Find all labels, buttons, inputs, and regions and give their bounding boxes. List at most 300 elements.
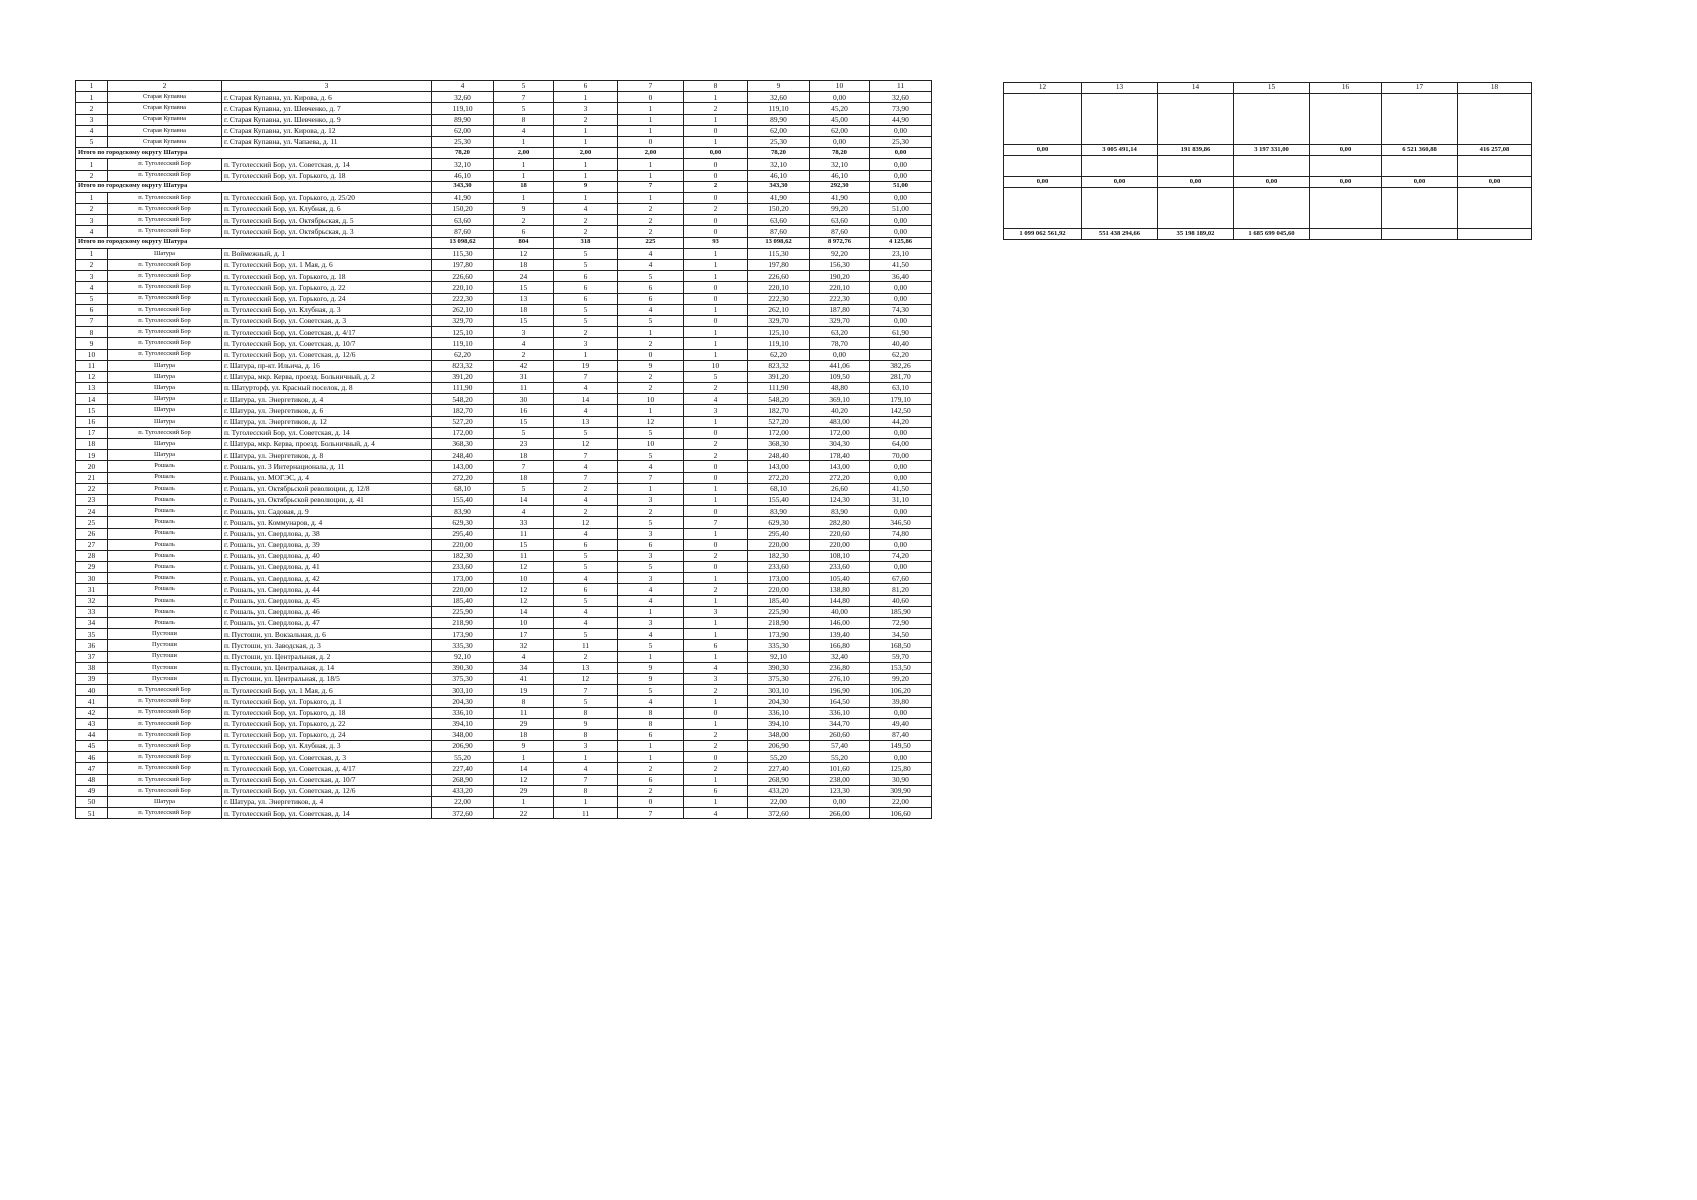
main-table: [75, 80, 932, 819]
table-cell: 51: [76, 808, 108, 819]
table-cell: 13: [76, 383, 108, 394]
locality-cell: Рошаль: [108, 573, 222, 584]
table-cell: 44,90: [870, 114, 932, 125]
table-cell: 1: [494, 136, 554, 147]
table-cell: 149,50: [870, 741, 932, 752]
locality-cell: п. Туголесский Бор: [108, 741, 222, 752]
address-cell: г. Шатура, ул. Энергетиков, д. 12: [222, 416, 432, 427]
table-cell: 83,90: [432, 506, 494, 517]
table-cell: 11: [76, 360, 108, 371]
locality-cell: п. Туголесский Бор: [108, 752, 222, 763]
locality-cell: п. Туголесский Бор: [108, 159, 222, 170]
locality-cell: п. Туголесский Бор: [108, 785, 222, 796]
table-cell: 62,20: [432, 349, 494, 360]
table-cell: 18: [76, 439, 108, 450]
address-cell: г. Старая Купавна, ул. Кирова, д. 12: [222, 125, 432, 136]
table-cell: 6: [554, 282, 618, 293]
table-row: [76, 248, 932, 259]
table-cell: 182,30: [432, 550, 494, 561]
side-blank-cell: [1310, 188, 1382, 229]
table-cell: 19: [76, 450, 108, 461]
table-cell: 51,00: [870, 204, 932, 215]
table-cell: 1: [684, 651, 748, 662]
table-cell: 1: [684, 416, 748, 427]
table-cell: 182,70: [748, 405, 810, 416]
table-cell: 272,20: [432, 472, 494, 483]
table-cell: 233,60: [810, 562, 870, 573]
table-row: [76, 461, 932, 472]
table-cell: 92,10: [748, 651, 810, 662]
table-cell: 4: [618, 584, 684, 595]
table-cell: 144,80: [810, 595, 870, 606]
table-cell: 142,50: [870, 405, 932, 416]
locality-cell: Пустоши: [108, 629, 222, 640]
table-cell: 10: [618, 394, 684, 405]
table-cell: 220,10: [748, 282, 810, 293]
table-row: [76, 595, 932, 606]
table-cell: 5: [684, 371, 748, 382]
table-cell: 179,10: [870, 394, 932, 405]
table-cell: 1: [494, 752, 554, 763]
table-cell: 346,50: [870, 517, 932, 528]
side-total-cell: [1458, 229, 1532, 240]
table-row: [76, 315, 932, 326]
side-total-cell: 0,00: [1082, 177, 1158, 188]
table-row: [76, 159, 932, 170]
table-cell: 0: [684, 707, 748, 718]
table-cell: 2: [618, 763, 684, 774]
table-cell: 2: [684, 204, 748, 215]
table-cell: 19: [494, 685, 554, 696]
address-cell: г. Старая Купавна, ул. Кирова, д. 6: [222, 92, 432, 103]
locality-cell: Шатура: [108, 248, 222, 259]
total-cell: 9: [554, 181, 618, 192]
table-row: [76, 360, 932, 371]
header-cell: 11: [870, 81, 932, 92]
table-cell: 1: [684, 304, 748, 315]
table-cell: 1: [554, 136, 618, 147]
address-cell: г. Старая Купавна, ул. Шевченко, д. 7: [222, 103, 432, 114]
address-cell: г. Шатура, ул. Энергетиков, д. 8: [222, 450, 432, 461]
table-cell: 204,30: [748, 696, 810, 707]
table-cell: 1: [618, 741, 684, 752]
table-cell: 823,32: [432, 360, 494, 371]
table-cell: 30: [494, 394, 554, 405]
table-cell: 1: [554, 797, 618, 808]
total-cell: 8 972,76: [810, 237, 870, 248]
address-cell: п. Туголесский Бор, ул. Горького, д. 24: [222, 293, 432, 304]
table-cell: 2: [684, 584, 748, 595]
table-cell: 0,00: [870, 461, 932, 472]
table-cell: 47: [76, 763, 108, 774]
table-cell: 348,00: [432, 729, 494, 740]
table-row: [76, 618, 932, 629]
table-cell: 1: [684, 349, 748, 360]
table-cell: 0: [684, 506, 748, 517]
table-cell: 38: [76, 662, 108, 673]
locality-cell: Рошаль: [108, 584, 222, 595]
table-cell: 1: [684, 327, 748, 338]
table-cell: 173,00: [432, 573, 494, 584]
table-cell: 282,80: [810, 517, 870, 528]
total-cell: 804: [494, 237, 554, 248]
address-cell: п. Туголесский Бор, ул. Советская, д. 10/7: [222, 338, 432, 349]
locality-cell: Пустоши: [108, 662, 222, 673]
side-blank-cell: [1004, 188, 1082, 229]
table-cell: 2: [76, 170, 108, 181]
table-row: [76, 640, 932, 651]
table-cell: 0: [618, 349, 684, 360]
table-cell: 0: [684, 293, 748, 304]
side-total-cell: 0,00: [1234, 177, 1310, 188]
table-cell: 629,30: [432, 517, 494, 528]
side-blank-cell: [1234, 94, 1310, 145]
table-row: [76, 170, 932, 181]
table-cell: 6: [494, 226, 554, 237]
locality-cell: п. Туголесский Бор: [108, 696, 222, 707]
table-cell: 46,10: [810, 170, 870, 181]
table-row: [76, 383, 932, 394]
table-cell: 1: [618, 483, 684, 494]
table-cell: 6: [554, 271, 618, 282]
side-spacer-row: [1004, 94, 1532, 145]
header-cell: 10: [810, 81, 870, 92]
side-total-cell: 0,00: [1458, 177, 1532, 188]
table-cell: 32,10: [810, 159, 870, 170]
table-cell: 2: [494, 215, 554, 226]
table-cell: 7: [76, 315, 108, 326]
total-cell: 78,20: [432, 148, 494, 159]
table-cell: 115,30: [432, 248, 494, 259]
table-cell: 2: [618, 226, 684, 237]
table-cell: 222,30: [432, 293, 494, 304]
table-cell: 18: [494, 260, 554, 271]
address-cell: г. Рошаль, ул. 3 Интернационала, д. 11: [222, 461, 432, 472]
table-cell: 41,50: [870, 483, 932, 494]
locality-cell: Рошаль: [108, 528, 222, 539]
table-cell: 15: [76, 405, 108, 416]
table-cell: 18: [494, 729, 554, 740]
address-cell: п. Туголесский Бор, ул. Советская, д. 3: [222, 315, 432, 326]
side-total-cell: 1 685 699 045,60: [1234, 229, 1310, 240]
table-cell: 111,90: [748, 383, 810, 394]
address-cell: п. Пустоши, ул. Центральная, д. 18/5: [222, 673, 432, 684]
total-cell: 318: [554, 237, 618, 248]
table-cell: 6: [618, 282, 684, 293]
locality-cell: п. Туголесский Бор: [108, 315, 222, 326]
table-cell: 8: [554, 729, 618, 740]
table-cell: 0: [684, 159, 748, 170]
table-cell: 40,40: [870, 338, 932, 349]
table-cell: 41,50: [870, 260, 932, 271]
table-cell: 4: [554, 528, 618, 539]
side-header-cell: 16: [1310, 83, 1382, 94]
table-cell: 29: [494, 785, 554, 796]
address-cell: г. Шатура, пр-кт. Ильича, д. 16: [222, 360, 432, 371]
table-cell: 220,00: [432, 584, 494, 595]
address-cell: п. Туголесский Бор, ул. Горького, д. 18: [222, 271, 432, 282]
table-cell: 8: [618, 718, 684, 729]
table-cell: 11: [554, 640, 618, 651]
side-total-row-1: [1004, 145, 1532, 156]
address-cell: п. Туголесский Бор, ул. Советская, д. 14: [222, 808, 432, 819]
table-row: [76, 651, 932, 662]
table-cell: 5: [76, 293, 108, 304]
total-cell: 225: [618, 237, 684, 248]
table-row: [76, 103, 932, 114]
table-cell: 238,00: [810, 774, 870, 785]
locality-cell: п. Туголесский Бор: [108, 685, 222, 696]
table-cell: 220,00: [748, 539, 810, 550]
table-cell: 43: [76, 718, 108, 729]
table-cell: 119,10: [432, 338, 494, 349]
locality-cell: Пустоши: [108, 651, 222, 662]
table-cell: 0: [684, 315, 748, 326]
table-cell: 8: [554, 707, 618, 718]
table-cell: 1: [494, 170, 554, 181]
table-cell: 62,20: [748, 349, 810, 360]
table-cell: 303,10: [432, 685, 494, 696]
table-cell: 348,00: [748, 729, 810, 740]
table-cell: 0,00: [870, 226, 932, 237]
side-total-cell: 0,00: [1158, 177, 1234, 188]
table-cell: 2: [554, 327, 618, 338]
table-cell: 1: [618, 103, 684, 114]
table-cell: 32,40: [810, 651, 870, 662]
table-cell: 10: [494, 573, 554, 584]
table-cell: 72,90: [870, 618, 932, 629]
table-cell: 206,90: [432, 741, 494, 752]
header-cell: 9: [748, 81, 810, 92]
locality-cell: Пустоши: [108, 673, 222, 684]
address-cell: г. Старая Купавна, ул. Чапаева, д. 11: [222, 136, 432, 147]
table-row: [76, 673, 932, 684]
document-sheet: [75, 80, 1605, 892]
table-row: [76, 405, 932, 416]
address-cell: г. Старая Купавна, ул. Шевченко, д. 9: [222, 114, 432, 125]
table-cell: 5: [554, 304, 618, 315]
table-cell: 2: [684, 450, 748, 461]
table-cell: 391,20: [748, 371, 810, 382]
table-cell: 61,90: [870, 327, 932, 338]
total-cell: 292,30: [810, 181, 870, 192]
table-cell: 1: [684, 618, 748, 629]
table-cell: 30: [76, 573, 108, 584]
table-cell: 220,10: [810, 282, 870, 293]
table-cell: 138,80: [810, 584, 870, 595]
locality-cell: Рошаль: [108, 595, 222, 606]
table-cell: 220,60: [810, 528, 870, 539]
table-cell: 59,70: [870, 651, 932, 662]
table-cell: 10: [684, 360, 748, 371]
side-blank-cell: [1458, 156, 1532, 177]
table-cell: 187,80: [810, 304, 870, 315]
side-header-cell: 18: [1458, 83, 1532, 94]
table-cell: 1: [618, 752, 684, 763]
table-cell: 1: [494, 192, 554, 203]
table-cell: 36,40: [870, 271, 932, 282]
table-cell: 33: [76, 606, 108, 617]
total-label: Итого по городскому округу Шатура: [76, 181, 432, 192]
table-cell: 6: [618, 539, 684, 550]
address-cell: п. Туголесский Бор, ул. Горького, д. 1: [222, 696, 432, 707]
table-cell: 139,40: [810, 629, 870, 640]
table-cell: 17: [494, 629, 554, 640]
table-cell: 22,00: [870, 797, 932, 808]
table-row: [76, 483, 932, 494]
table-cell: 227,40: [748, 763, 810, 774]
table-cell: 1: [494, 159, 554, 170]
table-row: [76, 226, 932, 237]
table-cell: 1: [684, 92, 748, 103]
table-cell: 63,60: [748, 215, 810, 226]
table-cell: 55,20: [748, 752, 810, 763]
table-cell: 15: [494, 416, 554, 427]
locality-cell: п. Туголесский Бор: [108, 260, 222, 271]
table-cell: 42: [494, 360, 554, 371]
address-cell: п. Туголесский Бор, ул. Советская, д. 14: [222, 159, 432, 170]
table-row: [76, 528, 932, 539]
address-cell: г. Рошаль, ул. Свердлова, д. 42: [222, 573, 432, 584]
table-cell: 8: [76, 327, 108, 338]
table-cell: 2: [618, 371, 684, 382]
table-cell: 4: [554, 618, 618, 629]
table-row: [76, 349, 932, 360]
table-cell: 2: [618, 383, 684, 394]
locality-cell: Рошаль: [108, 506, 222, 517]
table-cell: 5: [494, 427, 554, 438]
table-cell: 5: [76, 136, 108, 147]
table-cell: 63,10: [870, 383, 932, 394]
table-cell: 344,70: [810, 718, 870, 729]
table-row: [76, 539, 932, 550]
table-cell: 11: [494, 550, 554, 561]
table-cell: 3: [618, 528, 684, 539]
table-cell: 262,10: [432, 304, 494, 315]
table-cell: 15: [494, 282, 554, 293]
header-row: [76, 81, 932, 92]
table-cell: 629,30: [748, 517, 810, 528]
table-cell: 5: [618, 315, 684, 326]
table-cell: 3: [618, 550, 684, 561]
address-cell: п. Туголесский Бор, ул. Октябрьская, д. 5: [222, 215, 432, 226]
table-cell: 336,10: [748, 707, 810, 718]
address-cell: п. Туголесский Бор, ул. Горького, д. 18: [222, 707, 432, 718]
table-cell: 63,20: [810, 327, 870, 338]
table-cell: 11: [494, 383, 554, 394]
locality-cell: Шатура: [108, 383, 222, 394]
address-cell: п. Пустоши, ул. Центральная, д. 2: [222, 651, 432, 662]
table-row: [76, 204, 932, 215]
locality-cell: Рошаль: [108, 472, 222, 483]
table-cell: 2: [684, 550, 748, 561]
table-cell: 48,80: [810, 383, 870, 394]
table-cell: 262,10: [748, 304, 810, 315]
table-cell: 34: [76, 618, 108, 629]
table-cell: 4: [684, 662, 748, 673]
total-label: Итого по городскому округу Шатура: [76, 237, 432, 248]
table-cell: 124,30: [810, 494, 870, 505]
table-cell: 0,00: [870, 159, 932, 170]
table-cell: 106,20: [870, 685, 932, 696]
table-cell: 109,50: [810, 371, 870, 382]
header-cell: 1: [76, 81, 108, 92]
table-cell: 156,30: [810, 260, 870, 271]
table-cell: 9: [76, 338, 108, 349]
table-cell: 155,40: [748, 494, 810, 505]
locality-cell: п. Туголесский Бор: [108, 271, 222, 282]
table-cell: 99,20: [810, 204, 870, 215]
table-cell: 0,00: [870, 472, 932, 483]
address-cell: г. Рошаль, ул. Свердлова, д. 46: [222, 606, 432, 617]
table-cell: 268,90: [432, 774, 494, 785]
table-cell: 40,00: [810, 606, 870, 617]
table-cell: 375,30: [432, 673, 494, 684]
table-cell: 14: [554, 394, 618, 405]
table-cell: 5: [554, 427, 618, 438]
table-cell: 7: [494, 92, 554, 103]
total-cell: 18: [494, 181, 554, 192]
total-cell: 4 125,86: [870, 237, 932, 248]
table-cell: 4: [554, 383, 618, 394]
table-row: [76, 718, 932, 729]
address-cell: г. Рошаль, ул. Октябрьской революции, д. 41: [222, 494, 432, 505]
table-cell: 382,26: [870, 360, 932, 371]
table-cell: 2: [684, 741, 748, 752]
table-cell: 1: [554, 170, 618, 181]
table-cell: 2: [684, 439, 748, 450]
address-cell: п. Туголесский Бор, ул. 1 Мая, д. 6: [222, 260, 432, 271]
table-cell: 10: [76, 349, 108, 360]
table-cell: 4: [554, 573, 618, 584]
table-cell: 1: [684, 260, 748, 271]
table-cell: 220,00: [810, 539, 870, 550]
table-cell: 1: [684, 696, 748, 707]
table-cell: 5: [618, 271, 684, 282]
locality-cell: п. Туголесский Бор: [108, 215, 222, 226]
table-row: [76, 394, 932, 405]
side-header-row: [1004, 83, 1532, 94]
table-cell: 8: [494, 114, 554, 125]
table-cell: 4: [554, 606, 618, 617]
table-cell: 62,20: [870, 349, 932, 360]
side-blank-cell: [1158, 94, 1234, 145]
table-cell: 173,00: [748, 573, 810, 584]
table-row: [76, 136, 932, 147]
address-cell: г. Рошаль, ул. МОГЭС, д. 4: [222, 472, 432, 483]
locality-cell: Шатура: [108, 797, 222, 808]
table-cell: 182,70: [432, 405, 494, 416]
table-cell: 1: [618, 192, 684, 203]
table-cell: 125,10: [432, 327, 494, 338]
table-cell: 14: [76, 394, 108, 405]
table-cell: 0: [684, 170, 748, 181]
table-cell: 40,20: [810, 405, 870, 416]
table-cell: 5: [618, 685, 684, 696]
table-cell: 0: [684, 282, 748, 293]
table-cell: 32,60: [870, 92, 932, 103]
table-cell: 5: [554, 595, 618, 606]
table-cell: 20: [76, 461, 108, 472]
locality-cell: Рошаль: [108, 483, 222, 494]
table-cell: 23: [76, 494, 108, 505]
table-cell: 123,30: [810, 785, 870, 796]
address-cell: п. Туголесский Бор, ул. Клубная, д. 3: [222, 741, 432, 752]
address-cell: г. Рошаль, ул. Свердлова, д. 40: [222, 550, 432, 561]
table-cell: 3: [618, 494, 684, 505]
address-cell: г. Шатура, ул. Энергетиков, д. 4: [222, 797, 432, 808]
table-row: [76, 282, 932, 293]
